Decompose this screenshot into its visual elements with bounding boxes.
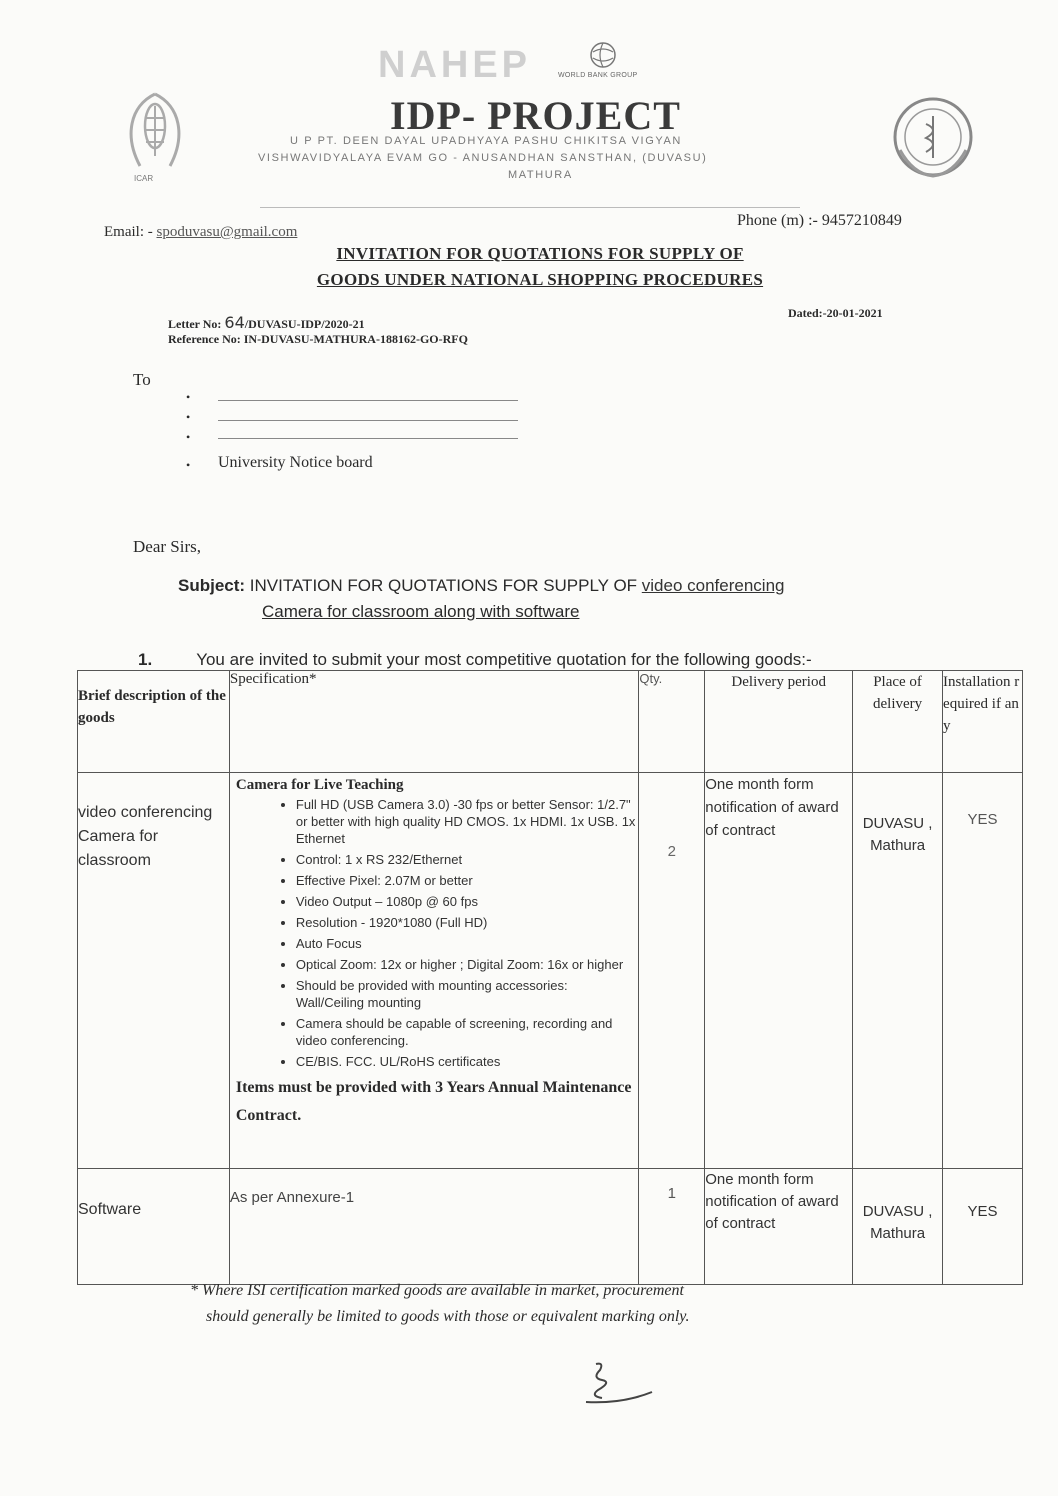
- spec-item: • Video Output – 1080p @ 60 fps: [296, 893, 638, 910]
- signature-mark: [582, 1358, 672, 1408]
- item-number: 1.: [138, 650, 153, 669]
- icar-emblem-icon: [110, 86, 200, 176]
- recipient-blank-1: [218, 400, 518, 401]
- row1-description: video conferencing Camera for classroom: [78, 773, 230, 1169]
- email-link[interactable]: spoduvasu@gmail.com: [156, 224, 298, 240]
- nahep-logo: NAHEP: [378, 44, 532, 86]
- intro-paragraph: [138, 650, 812, 670]
- recipient-bullet-1: •: [186, 390, 191, 404]
- table-row: [78, 1169, 1023, 1285]
- goods-table: [77, 670, 1023, 1285]
- row1-installation: YES: [943, 773, 1023, 1169]
- spec-list: [230, 796, 638, 1070]
- letter-date: Dated:-20-01-2021: [788, 306, 883, 320]
- spec-item: • Effective Pixel: 2.07M or better: [296, 872, 638, 889]
- recipient-blank-3: [218, 438, 518, 439]
- recipient-notice-board: University Notice board: [218, 454, 373, 471]
- row2-specification: As per Annexure-1: [229, 1169, 638, 1285]
- header-qty: Qty.: [639, 671, 705, 773]
- header-place: Place of delivery: [853, 671, 943, 773]
- letter-number: Letter No: 64/DUVASU-IDP/2020-21: [168, 313, 365, 332]
- row2-delivery: One month form notification of award of contract: [705, 1169, 853, 1285]
- header-installation: Installation required if any: [943, 671, 1023, 773]
- spec-item: • Camera should be capable of screening, recording and video conferencing.: [296, 1015, 638, 1049]
- document-heading-line-2: GOODS UNDER NATIONAL SHOPPING PROCEDURES: [316, 270, 764, 289]
- spec-item: • Full HD (USB Camera 3.0) -30 fps or better Sensor: 1/2.7" or better with high quality HD CMOS. 1x HDMI. 1x USB. 1x Ethernet: [296, 796, 638, 847]
- row1-qty: 2: [639, 773, 705, 1169]
- subject-line-2: Camera for classroom along with software: [262, 602, 580, 621]
- institution-line-1: U P PT. DEEN DAYAL UPADHYAYA PASHU CHIKITSA VIGYAN: [290, 135, 682, 147]
- spec-amc-note: Items must be provided with 3 Years Annual Maintenance Contract.: [235, 1079, 632, 1124]
- row2-qty: 1: [639, 1169, 705, 1285]
- row1-delivery: One month form notification of award of contract: [705, 773, 853, 1169]
- world-bank-globe-icon: [588, 40, 618, 70]
- phone-number: Phone (m) :- 9457210849: [737, 212, 902, 229]
- row1-specification: [229, 773, 638, 1169]
- spec-item: • CE/BIS. FCC. UL/RoHS certificates: [296, 1053, 638, 1070]
- email-line: [104, 224, 297, 241]
- to-label: To: [133, 370, 151, 389]
- spec-item: • Control: 1 x RS 232/Ethernet: [296, 851, 638, 868]
- spec-item: • Should be provided with mounting accessories: Wall/Ceiling mounting: [296, 977, 638, 1011]
- institution-line-3: MATHURA: [508, 169, 573, 181]
- university-seal-icon: [888, 92, 978, 182]
- recipient-bullet-2: •: [186, 410, 191, 424]
- isi-footnote: * Where ISI certification marked goods are available in market, procurement should generally be limited to goods with those or equivalent marking only.: [190, 1282, 690, 1325]
- spec-item: • Optical Zoom: 12x or higher ; Digital Zoom: 16x or higher: [296, 956, 638, 973]
- header-delivery: Delivery period: [705, 671, 853, 773]
- page-title: IDP- PROJECT: [390, 93, 681, 138]
- table-row: [78, 773, 1023, 1169]
- icar-label: ICAR: [134, 174, 154, 183]
- subject-text: INVITATION FOR QUOTATIONS FOR SUPPLY OF: [249, 576, 638, 595]
- handwritten-letter-number: 64: [224, 313, 245, 332]
- header-description: Brief description of the goods: [78, 671, 230, 773]
- subject-highlight: video conferencing: [641, 576, 785, 595]
- world-bank-label: WORLD BANK GROUP: [558, 72, 638, 79]
- institution-line-2: VISHWAVIDYALAYA EVAM GO - ANUSANDHAN SANSTHAN, (DUVASU): [258, 152, 708, 164]
- header-divider: [260, 207, 800, 208]
- subject-line: [178, 576, 785, 596]
- header-specification: Specification*: [229, 671, 638, 773]
- row2-place: DUVASU , Mathura: [853, 1169, 943, 1285]
- salutation: Dear Sirs,: [133, 537, 201, 556]
- document-heading-line-1: INVITATION FOR QUOTATIONS FOR SUPPLY OF: [336, 244, 744, 263]
- spec-item: • Auto Focus: [296, 935, 638, 952]
- spec-title: Camera for Live Teaching: [235, 777, 404, 793]
- recipient-blank-2: [218, 420, 518, 421]
- recipient-bullet-3: •: [186, 430, 191, 444]
- email-label: Email: -: [104, 224, 153, 240]
- table-header-row: [78, 671, 1023, 773]
- row2-installation: YES: [943, 1169, 1023, 1285]
- reference-number: Reference No: IN-DUVASU-MATHURA-188162-GO-RFQ: [168, 332, 468, 346]
- intro-text: You are invited to submit your most competitive quotation for the following goods:-: [196, 650, 812, 669]
- row2-description: Software: [78, 1169, 230, 1285]
- subject-label: Subject:: [178, 576, 246, 595]
- spec-item: • Resolution - 1920*1080 (Full HD): [296, 914, 638, 931]
- row1-place: DUVASU , Mathura: [853, 773, 943, 1169]
- recipient-bullet-4: •: [186, 458, 191, 472]
